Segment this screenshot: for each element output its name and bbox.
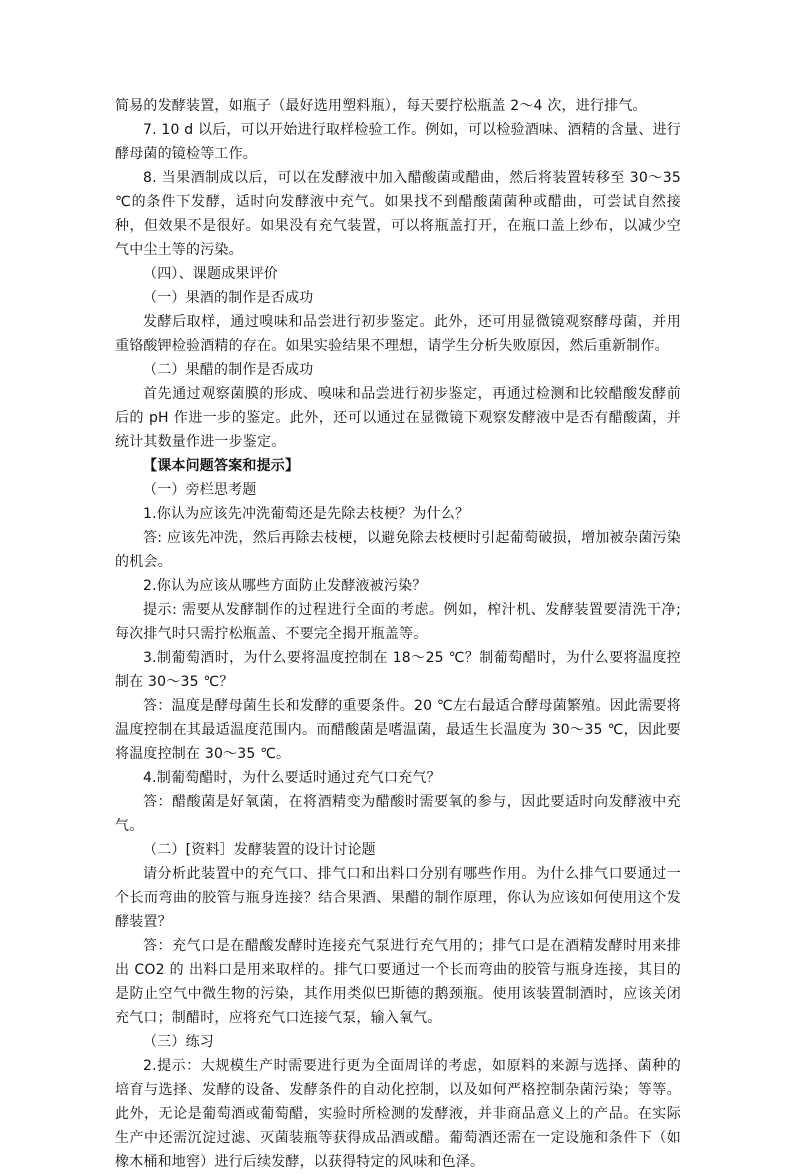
- section-heading: （四）、课题成果评价: [143, 266, 278, 282]
- paragraph: 8. 当果酒制成以后，可以在发酵液中加入醋酸菌或醋曲，然后将装置转移至 30～35 ℃的条件下发酵，适时向发酵液中充气。如果找不到醋酸菌菌种或醋曲，可尝试自然接种，但效果不是很好。如果没有充气装置，可以将瓶盖打开，在瓶口盖上纱布，以减少空气中尘土等的污染。: [115, 170, 681, 258]
- paragraph: 首先通过观察菌膜的形成、嗅味和品尝进行初步鉴定，再通过检测和比较醋酸发酵前后的 pH 作进一步的鉴定。此外，还可以通过在显微镜下观察发酵液中是否有醋酸菌，并统计其数量作进一步鉴定。: [115, 386, 681, 450]
- answer: 提示: 需要从发酵制作的过程进行全面的考虑。例如，榨汁机、发酵装置要清洗干净; 每次排气时只需拧松瓶盖、不要完全揭开瓶盖等。: [115, 602, 681, 642]
- paragraph: 简易的发酵装置，如瓶子（最好选用塑料瓶），每天要拧松瓶盖 2～4 次，进行排气。: [115, 98, 647, 114]
- subsection-heading: （二）[资料］发酵装置的设计讨论题: [143, 842, 376, 858]
- question: 4.制葡萄醋时，为什么要适时通过充气口充气？: [143, 770, 441, 786]
- document-body: [115, 94, 681, 1174]
- subsection-heading: （三）练习: [143, 1034, 214, 1050]
- answer: 答：温度是酵母菌生长和发酵的重要条件。20 ℃左右最适合酵母菌繁殖。因此需要将温度控制在其最适温度范围内。而醋酸菌是嗜温菌，最适生长温度为 30～35 ℃，因此要将温度控制在 30～35 ℃。: [115, 698, 681, 762]
- question: 请分析此装置中的充气口、排气口和出料口分别有哪些作用。为什么排气口要通过一个长而弯曲的胶管与瓶身连接？结合果酒、果醋的制作原理，你认为应该如何使用这个发酵装置？: [115, 866, 681, 930]
- answer: 答：充气口是在醋酸发酵时连接充气泵进行充气用的；排气口是在酒精发酵时用来排出 CO2 的 出料口是用来取样的。排气口要通过一个长而弯曲的胶管与瓶身连接，其目的是防止空气中微生物的污染，其作用类似巴斯德的鹅颈瓶。使用该装置制酒时，应该关闭充气口；制醋时，应将充气口连接气泵，输入氧气。: [115, 938, 681, 1026]
- subsection-heading: （一）果酒的制作是否成功: [143, 290, 314, 306]
- answer: 答：醋酸菌是好氧菌，在将酒精变为醋酸时需要氧的参与，因此要适时向发酵液中充气。: [115, 794, 681, 834]
- question: 1.你认为应该先冲洗葡萄还是先除去枝梗？为什么？: [143, 506, 470, 522]
- subsection-heading: （二）果醋的制作是否成功: [143, 362, 314, 378]
- paragraph: 发酵后取样，通过嗅味和品尝进行初步鉴定。此外，还可用显微镜观察酵母菌，并用重铬酸钾检验酒精的存在。如果实验结果不理想，请学生分析失败原因，然后重新制作。: [115, 314, 681, 354]
- bold-heading: 【课本问题答案和提示】: [143, 458, 300, 474]
- paragraph: 7. 10 d 以后，可以开始进行取样检验工作。例如，可以检验酒味、酒精的含量、进行酵母菌的镜检等工作。: [115, 122, 681, 162]
- subsection-heading: （一）旁栏思考题: [143, 482, 257, 498]
- question: 3.制葡萄酒时，为什么要将温度控制在 18～25 ℃？制葡萄醋时，为什么要将温度控制在 30～35 ℃？: [115, 650, 681, 690]
- answer: 答: 应该先冲洗，然后再除去枝梗，以避免除去枝梗时引起葡萄破损，增加被杂菌污染的机会。: [115, 530, 681, 570]
- answer: 2.提示：大规模生产时需要进行更为全面周详的考虑，如原料的来源与选择、菌种的培育与选择、发酵的设备、发酵条件的自动化控制，以及如何严格控制杂菌污染；等等。此外，无论是葡萄酒或葡萄醋，实验时所检测的发酵液，并非商品意义上的产品。在实际生产中还需沉淀过滤、灭菌装瓶等获得成品酒或醋。葡萄酒还需在一定设施和条件下（如橡木桶和地窖）进行后续发酵，以获得特定的风味和色泽。: [115, 1058, 681, 1170]
- question: 2.你认为应该从哪些方面防止发酵液被污染？: [143, 578, 427, 594]
